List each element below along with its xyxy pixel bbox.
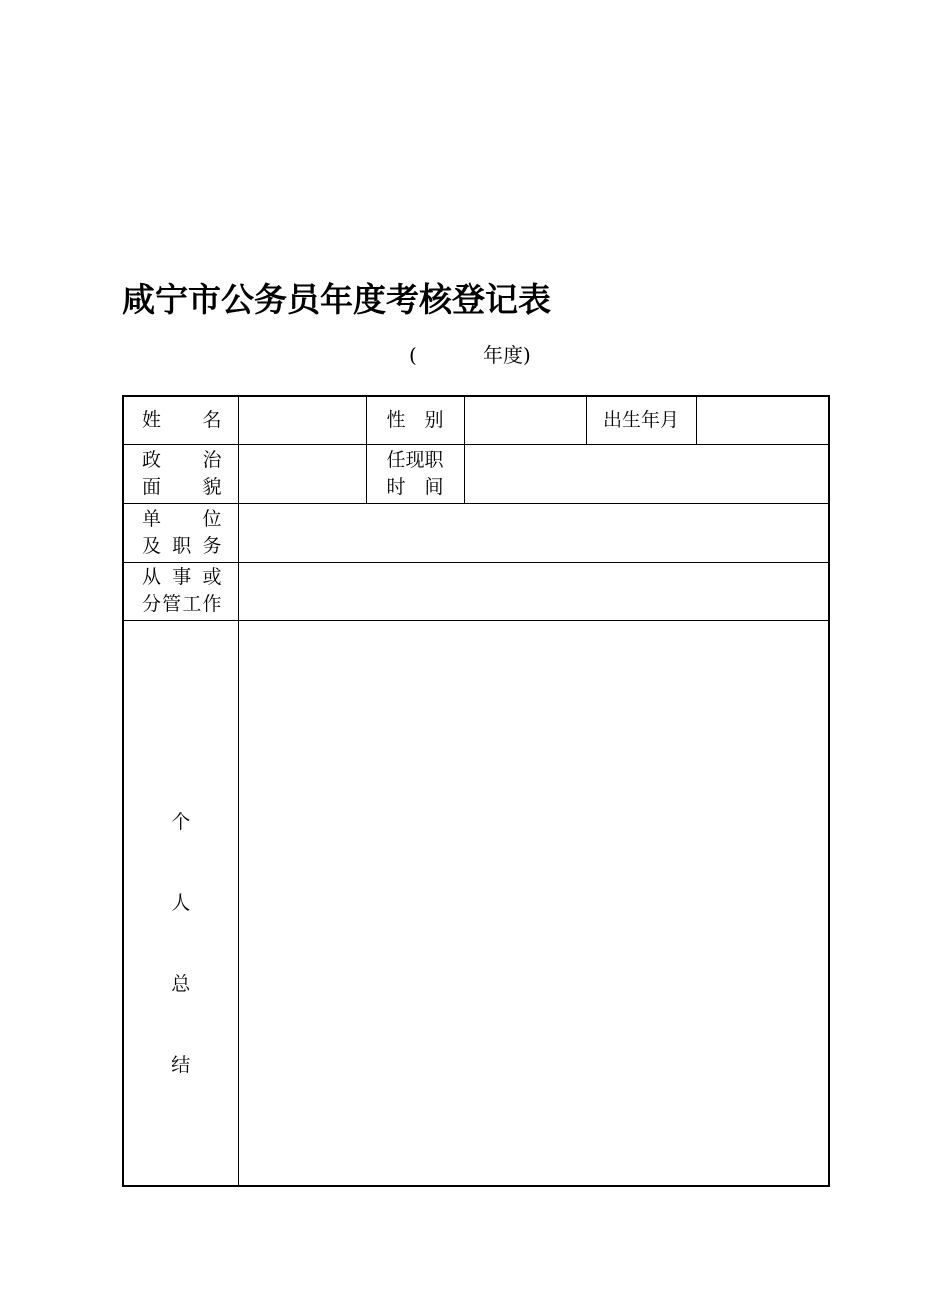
page-title: 咸宁市公务员年度考核登记表 (122, 280, 551, 319)
gender-field[interactable] (464, 396, 586, 444)
year-open-paren: ( (409, 343, 417, 367)
row-political (123, 444, 829, 503)
political-label: 政 治 面 貌 (123, 444, 238, 503)
summary-char: 个 (171, 810, 191, 833)
gender-label: 性 别 (366, 396, 464, 444)
unit-field[interactable] (238, 503, 829, 562)
row-work (123, 562, 829, 620)
tenure-field[interactable] (464, 444, 829, 503)
birth-field[interactable] (696, 396, 829, 444)
name-field[interactable] (238, 396, 366, 444)
year-line (409, 340, 531, 370)
political-field[interactable] (238, 444, 366, 503)
work-label: 从 事 或 分管工作 (123, 562, 238, 620)
tenure-label: 任现职 时 间 (366, 444, 464, 503)
assessment-form-table (122, 395, 830, 1187)
year-suffix: 年度) (483, 343, 531, 367)
summary-field[interactable] (238, 620, 829, 1186)
summary-char: 结 (171, 1053, 191, 1076)
summary-char: 人 (171, 891, 191, 914)
unit-label: 单 位 及 职 务 (123, 503, 238, 562)
birth-label: 出生年月 (586, 396, 696, 444)
summary-char: 总 (171, 972, 191, 995)
summary-label (123, 620, 238, 1186)
name-label: 姓 名 (123, 396, 238, 444)
row-unit (123, 503, 829, 562)
row-name (123, 396, 829, 444)
row-summary (123, 620, 829, 1186)
work-field[interactable] (238, 562, 829, 620)
